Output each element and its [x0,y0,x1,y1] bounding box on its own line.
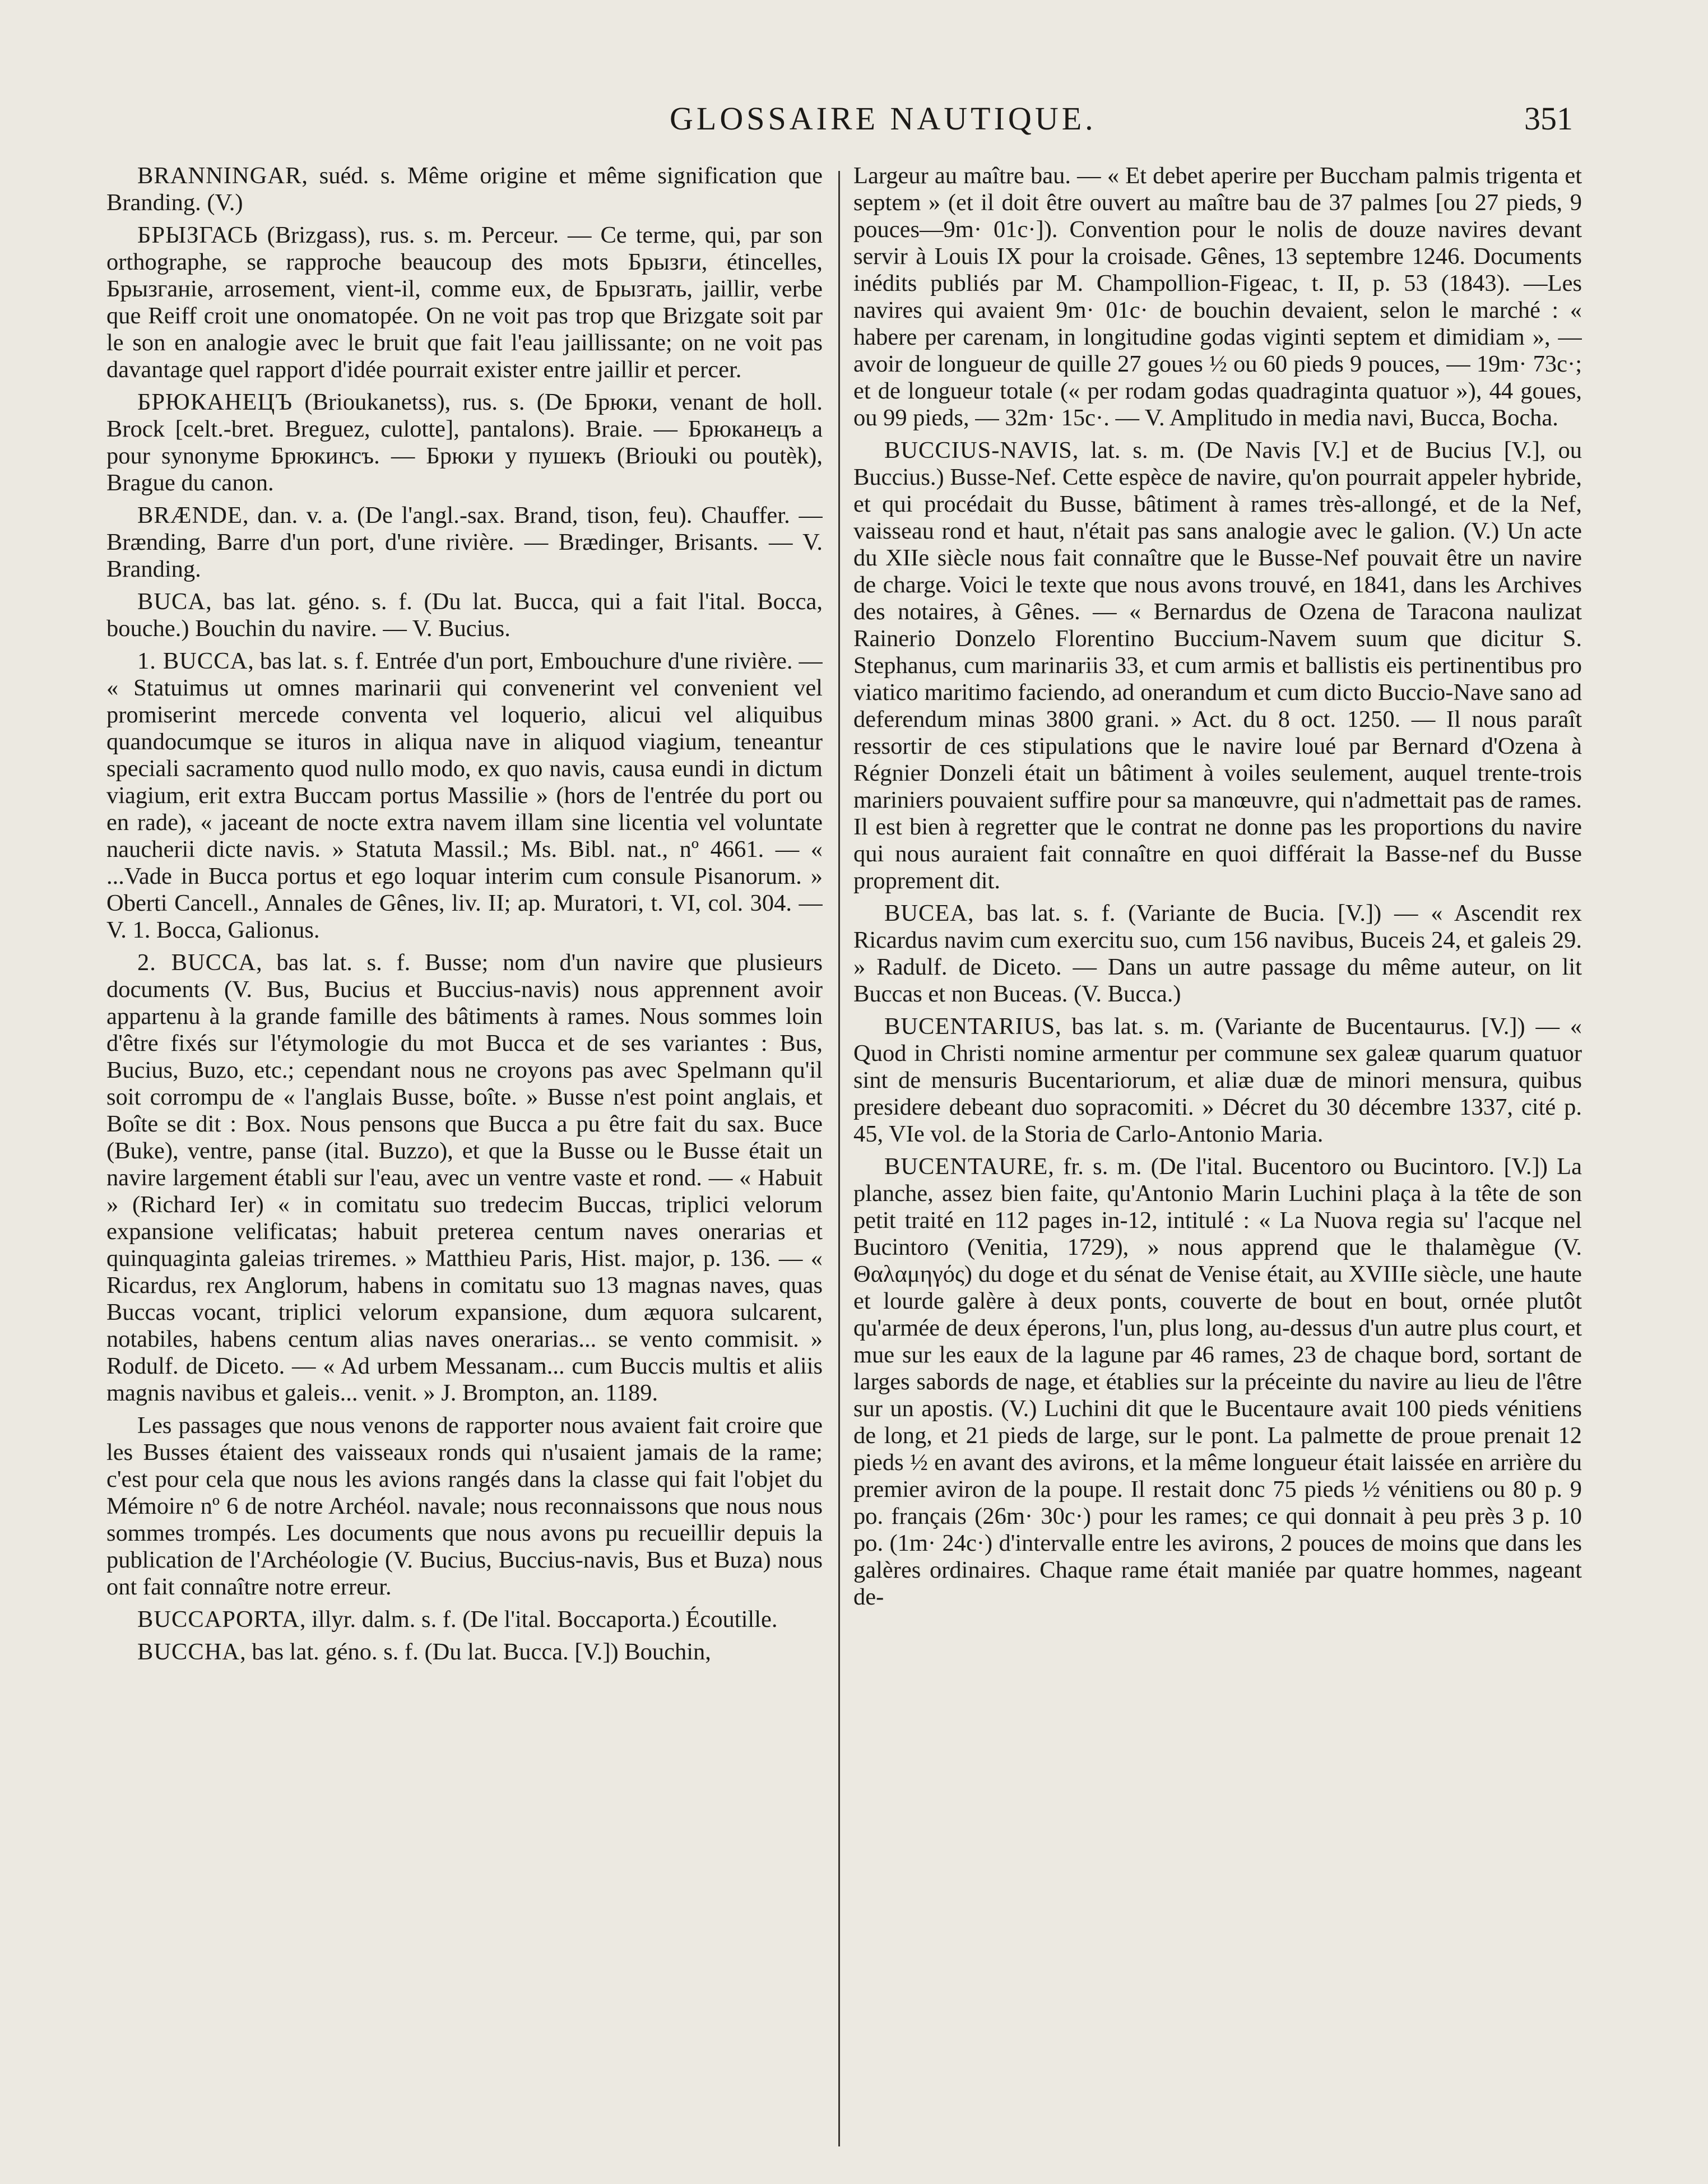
running-header [0,100,1708,150]
headword: 1. BUCCA [137,648,248,674]
entry-bucentaure [853,1153,1582,1611]
running-title: GLOSSAIRE NAUTIQUE. [670,100,1097,137]
entry-buccha-cont [853,163,1582,432]
headword: BUCCIUS-NAVIS [884,437,1073,463]
entry-text: (Brioukanetss), rus. s. (De Брюки, venant de holl. Brock [celt.-bret. Breguez, culotte], pantalons). Braie. — Брюканецъ a pour synonyme Брюкинсъ. — Брюки у пушекъ (Briouki ou poutèk), Brague du canon. [106,389,823,496]
page-number: 351 [1524,100,1573,137]
entry-text: , bas lat. géno. s. f. (Du lat. Bucca. [V.]) Bouchin, [240,1639,711,1665]
entry-text: (Brizgass), rus. s. m. Perceur. — Ce terme, qui, par son orthographe, se rapproche beaucoup des mots Брызги, étincelles, Брызганіе, arrosement, vient-il, comme eux, de Брызгать, jaillir, verbe que Reiff croit une onomatopée. On ne voit pas trop que Brizgate soit par le son en analogie avec le bruit que fait l'eau jaillissante; on ne voit pas davantage quel rapport d'idée pourrait exister entre jaillir et percer. [106,222,823,383]
entry-text: , bas lat. s. f. Entrée d'un port, Embouchure d'une rivière. — « Statuimus ut omnes marinarii qui convenerint vel convenient vel promiserint mercede conventa vel loquerio, alicui vel aliquibus quandocumque se ituros in aliqua nave in aliquod viagium, teneantur speciali sacramento quod nullo modo, ex quo navis, causa eundi in dictum viagium, erit extra Buccam portus Massilie » (hors de l'entrée du port ou en rade), « jaceant de nocte extra navem illam sine licentia vel voluntate naucherii dicte navis. » Statuta Massil.; Ms. Bibl. nat., nº 4661. — « ...Vade in Bucca portus et ego loquar interim cum consule Pisanorum. » Oberti Cancell., Annales de Gênes, liv. II; ap. Muratori, t. VI, col. 304. — V. 1. Bocca, Galionus. [106,648,823,943]
headword: БРЮКАНЕЦЪ [137,389,293,415]
headword: BUCEA [884,900,968,926]
headword: 2. BUCCA [137,949,257,976]
headword: BRANNINGAR [137,163,302,189]
headword: BRÆNDE [137,502,243,528]
headword: BUCA [137,588,206,615]
column-divider [838,171,840,2146]
entry-bryzgas [106,222,823,383]
right-column [853,163,1582,2158]
headword: BUCCAPORTA [137,1606,300,1633]
entry-bucca-2 [106,949,823,1407]
entry-text: , dan. v. a. (De l'angl.-sax. Brand, tison, feu). Chauffer. — Brænding, Barre d'un port, d'une rivière. — Brædinger, Brisants. — V. Branding. [106,502,823,582]
entry-text: , bas lat. géno. s. f. (Du lat. Bucca, qui a fait l'ital. Bocca, bouche.) Bouchin du navire. — V. Bucius. [106,588,823,642]
headword: BUCENTAURE [884,1153,1048,1180]
entry-text: , bas lat. s. m. (Variante de Bucentaurus. [V.]) — « Quod in Christi nomine armentur per commune sex galeæ quarum quatuor sint de mensuris Bucentariorum, et aliæ duæ de minori mensura, quibus presidere debeant duo sopracomiti. » Décret du 30 décembre 1337, cité p. 45, VIe vol. de la Storia de Carlo-Antonio Maria. [853,1013,1582,1147]
entry-text: Les passages que nous venons de rapporter nous avaient fait croire que les Busses étaient des vaisseaux ronds qui n'usaient jamais de la rame; c'est pour cela que nous les avions rangés dans la classe qui fait l'objet du Mémoire nº 6 de notre Archéol. navale; nous reconnaissons que nous nous sommes trompés. Les documents que nous avons pu recueillir depuis la publication de l'Archéologie (V. Bucius, Buccius-navis, Bus et Buza) nous ont fait connaître notre erreur. [106,1412,823,1600]
entry-buca [106,588,823,642]
left-column [106,163,823,2158]
entry-buccaporta [106,1606,823,1633]
entry-bucca-1 [106,648,823,944]
headword: BUCENTARIUS [884,1013,1056,1040]
headword: BUCCHA [137,1639,240,1665]
entry-text: , lat. s. m. (De Navis [V.] et de Bucius [V.], ou Buccius.) Busse-Nef. Cette espèce de navire, qu'on pourrait appeler hybride, et qui procédait du Busse, bâtiment à rames très-allongé, et de la Nef, vaisseau rond et haut, n'était pas sans analogie avec le galion. (V.) Un acte du XIIe siècle nous fait connaître que le Busse-Nef pouvait être un navire de charge. Voici le texte que nous avons trouvé, en 1841, dans les Archives des notaires, à Gênes. — « Bernardus de Ozena de Taracona naulizat Rainerio Donzelo Florentino Buccium-Navem suum que dicitur S. Stephanus, cum marinariis 33, et cum armis et ballistis eis pertinentibus pro viatico maritimo faciendo, ad onerandum et cum dicto Buccio-Nave sano ad deferendum minas 3800 grani. » Act. du 8 oct. 1250. — Il nous paraît ressortir de ces stipulations que le navire loué par Bernard d'Ozena à Régnier Donzeli était un bâtiment à voiles seulement, auquel trente-trois mariniers pouvaient suffire pour sa manœuvre, qui n'admettait pas de rames. Il est bien à regretter que le contrat ne donne pas les proportions du navire qui nous auraient fait connaître en quoi différait la Basse-nef du Busse proprement dit. [853,437,1582,894]
entry-buccha [106,1639,823,1666]
entry-text: , illyr. dalm. s. f. (De l'ital. Boccaporta.) Écoutille. [299,1606,778,1633]
entry-text: , fr. s. m. (De l'ital. Bucentoro ou Bucintoro. [V.]) La planche, assez bien faite, qu'Antonio Marin Luchini plaça à la tête de son petit traité en 112 pages in-12, intitulé : « La Nuova regia su' l'acque nel Bucintoro (Venitia, 1729), » nous apprend que le thalamègue (V. Θαλαμηγός) du doge et du sénat de Venise était, au XVIIIe siècle, une haute et lourde galère à deux ponts, couverte de bout en bout, ornée plutôt qu'armée de deux éperons, l'un, plus long, au-dessus d'un autre plus court, et mue sur les eaux de la lagune par 46 rames, 23 de chaque bord, sortant de larges sabords de nage, et établies sur la préceinte du navire au lieu de l'être sur un apostis. (V.) Luchini dit que le Bucentaure avait 100 pieds vénitiens de long, et 21 pieds de large, sur le pont. La palmette de proue prenait 12 pieds ½ en avant des avirons, et la même longueur était laissée en arrière du premier aviron de la poupe. Il restait donc 75 pieds ½ vénitiens ou 80 p. 9 po. français (26m· 30c·) pour les rames; ce qui donnait à peu près 3 p. 10 po. (1m· 24c·) d'intervalle entre les avirons, 2 pouces de moins que dans les galères ordinaires. Chaque rame était maniée par quatre hommes, nageant de- [853,1153,1582,1610]
headword: БРЫЗГАСЬ [137,222,258,248]
entry-briukanets [106,389,823,497]
entry-bucentarius [853,1013,1582,1148]
entry-text: Largeur au maître bau. — « Et debet aperire per Buccham palmis trigenta et septem » (et il doit être ouvert au maître bau de 37 palmes [ou 27 pieds, 9 pouces—9m· 01c·]). Convention pour le nolis de douze navires devant servir à Louis IX pour la croisade. Gênes, 13 septembre 1246. Documents inédits publiés par M. Champollion-Figeac, t. II, p. 53 (1843). —Les navires qui avaient 9m· 01c· de bouchin devaient, selon le marché : « habere per carenam, in longitudine godas viginti septem et dimidiam », — avoir de longueur de quille 27 goues ½ ou 60 pieds 9 pouces, — 19m· 73c·; et de longueur totale (« per rodam godas quadraginta quatuor »), 44 goues, ou 99 pieds, — 32m· 15c·. — V. Amplitudo in media navi, Bucca, Bocha. [853,163,1582,431]
entry-buccius-navis [853,437,1582,894]
entry-bucea [853,900,1582,1008]
entry-text: , bas lat. s. f. Busse; nom d'un navire que plusieurs documents (V. Bus, Bucius et Buccius-navis) nous apprennent avoir appartenu à la grande famille des bâtiments à rames. Nous sommes loin d'être fixés sur l'étymologie du mot Bucca et de ses variantes : Bus, Bucius, Buzo, etc.; cependant nous ne croyons pas avec Spelmann qu'il soit corrompu de « l'anglais Busse, boîte. » Busse n'est point anglais, et Boîte se dit : Box. Nous pensons que Bucca a pu être fait du sax. Buce (Buke), ventre, panse (ital. Buzzo), et que la Busse ou le Busse était un navire largement établi sur l'eau, avec un ventre vaste et rond. — « Habuit » (Richard Ier) « in comitatu suo tredecim Buccas, triplici velorum expansione velificatas; habuit preterea centum naves onerarias et quinquaginta galeias triremes. » Matthieu Paris, Hist. major, p. 136. — « Ricardus, rex Anglorum, habens in comitatu suo 13 magnas naves, quas Buccas vocant, triplici velorum expansione, dum æquora sulcarent, notabiles, habens centum alias naves onerarias... se vento commisit. » Rodulf. de Diceto. — « Ad urbem Messanam... cum Buccis multis et aliis magnis navibus et galeis... venit. » J. Brompton, an. 1189. [106,949,823,1406]
entry-text: , suéd. s. Même origine et même signification que Branding. (V.) [106,163,823,216]
entry-brann [106,163,823,216]
entry-bucca-2-cont [106,1412,823,1601]
entry-text: , bas lat. s. f. (Variante de Bucia. [V.]) — « Ascendit rex Ricardus navim cum exercitu suo, cum 156 navibus, Buceis 24, et galeis 29. » Radulf. de Diceto. — Dans un autre passage du même auteur, on lit Buccas et non Buceas. (V. Bucca.) [853,900,1582,1007]
entry-braende [106,502,823,583]
